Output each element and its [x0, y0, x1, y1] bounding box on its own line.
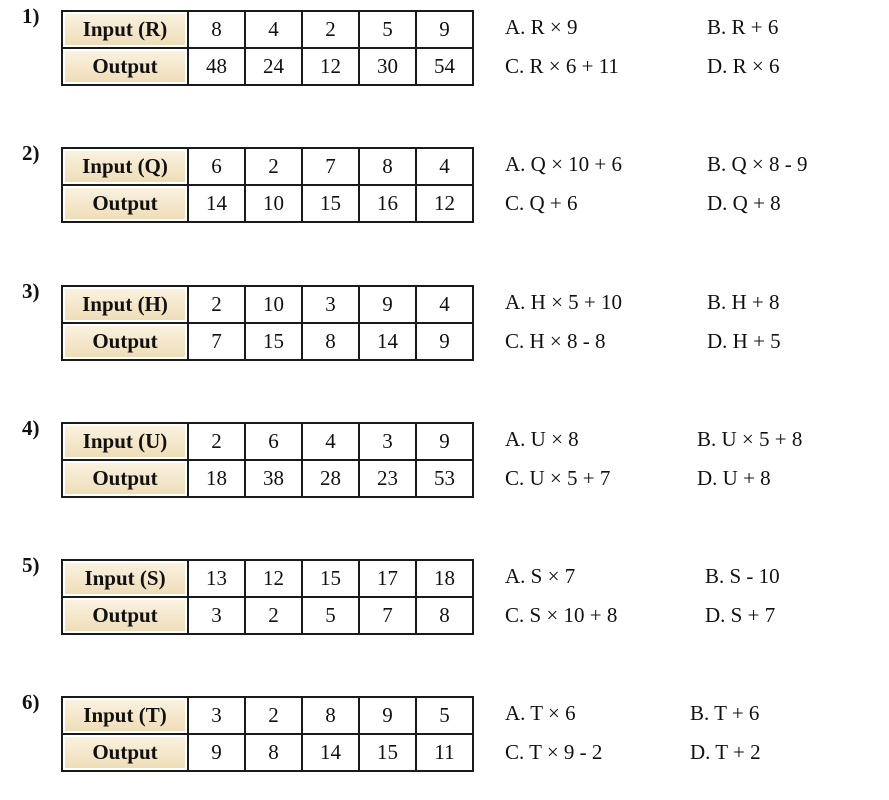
input-cell: 2	[245, 697, 302, 734]
problem-number: 3)	[22, 279, 40, 303]
input-cell: 2	[302, 11, 359, 48]
option-c: C. R × 6 + 11	[505, 54, 619, 78]
option-b: B. H + 8	[707, 290, 780, 314]
option-b: B. Q × 8 - 9	[707, 152, 808, 176]
output-cell: 28	[302, 460, 359, 497]
input-cell: 3	[359, 423, 416, 460]
input-cell: 7	[302, 148, 359, 185]
output-cell: 48	[188, 48, 245, 85]
output-cell: 15	[359, 734, 416, 771]
option-c: C. T × 9 - 2	[505, 740, 603, 764]
problem-4	[0, 416, 889, 518]
output-cell: 8	[245, 734, 302, 771]
output-cell: 54	[416, 48, 473, 85]
output-cell: 14	[359, 323, 416, 360]
problem-2	[0, 141, 889, 243]
option-d: D. T + 2	[690, 740, 761, 764]
input-cell: 5	[359, 11, 416, 48]
input-cell: 9	[359, 286, 416, 323]
input-label: Input (H)	[62, 286, 188, 323]
output-cell: 15	[302, 185, 359, 222]
input-cell: 9	[359, 697, 416, 734]
problem-number: 6)	[22, 690, 40, 714]
output-row	[62, 460, 473, 497]
option-c: C. H × 8 - 8	[505, 329, 606, 353]
output-cell: 53	[416, 460, 473, 497]
output-cell: 12	[416, 185, 473, 222]
output-cell: 18	[188, 460, 245, 497]
output-cell: 7	[359, 597, 416, 634]
option-d: D. S + 7	[705, 603, 776, 627]
input-output-table	[61, 285, 474, 361]
problem-5	[0, 553, 889, 655]
output-cell: 15	[245, 323, 302, 360]
input-cell: 17	[359, 560, 416, 597]
output-cell: 7	[188, 323, 245, 360]
problem-number: 4)	[22, 416, 40, 440]
output-cell: 8	[302, 323, 359, 360]
output-cell: 14	[188, 185, 245, 222]
output-row	[62, 323, 473, 360]
input-row	[62, 697, 473, 734]
input-label: Input (S)	[62, 560, 188, 597]
option-b: B. T + 6	[690, 701, 760, 725]
problem-6	[0, 690, 889, 792]
option-b: B. S - 10	[705, 564, 780, 588]
output-cell: 24	[245, 48, 302, 85]
option-c: C. Q + 6	[505, 191, 578, 215]
input-output-table	[61, 696, 474, 772]
option-c: C. U × 5 + 7	[505, 466, 611, 490]
output-cell: 8	[416, 597, 473, 634]
output-cell: 5	[302, 597, 359, 634]
input-cell: 5	[416, 697, 473, 734]
input-cell: 4	[416, 286, 473, 323]
input-row	[62, 560, 473, 597]
output-cell: 14	[302, 734, 359, 771]
input-cell: 3	[302, 286, 359, 323]
input-label: Input (Q)	[62, 148, 188, 185]
option-a: A. U × 8	[505, 427, 579, 451]
input-cell: 6	[245, 423, 302, 460]
input-output-table	[61, 147, 474, 223]
input-cell: 8	[359, 148, 416, 185]
option-a: A. S × 7	[505, 564, 576, 588]
input-cell: 13	[188, 560, 245, 597]
input-cell: 18	[416, 560, 473, 597]
input-output-table	[61, 10, 474, 86]
problem-number: 5)	[22, 553, 40, 577]
output-label: Output	[62, 323, 188, 360]
input-cell: 9	[416, 423, 473, 460]
option-a: A. H × 5 + 10	[505, 290, 623, 314]
input-cell: 12	[245, 560, 302, 597]
input-row	[62, 286, 473, 323]
option-d: D. R × 6	[707, 54, 780, 78]
problem-3	[0, 279, 889, 381]
option-b: B. U × 5 + 8	[697, 427, 803, 451]
output-row	[62, 48, 473, 85]
output-row	[62, 185, 473, 222]
output-cell: 2	[245, 597, 302, 634]
option-d: D. H + 5	[707, 329, 781, 353]
option-a: A. Q × 10 + 6	[505, 152, 623, 176]
input-cell: 8	[302, 697, 359, 734]
input-label: Input (R)	[62, 11, 188, 48]
input-row	[62, 423, 473, 460]
output-cell: 9	[188, 734, 245, 771]
output-cell: 23	[359, 460, 416, 497]
option-a: A. T × 6	[505, 701, 576, 725]
input-cell: 3	[188, 697, 245, 734]
input-row	[62, 11, 473, 48]
output-label: Output	[62, 185, 188, 222]
problem-1	[0, 4, 889, 106]
option-d: D. U + 8	[697, 466, 771, 490]
input-cell: 2	[188, 423, 245, 460]
output-cell: 38	[245, 460, 302, 497]
output-cell: 10	[245, 185, 302, 222]
option-a: A. R × 9	[505, 15, 578, 39]
input-cell: 4	[245, 11, 302, 48]
input-cell: 8	[188, 11, 245, 48]
output-label: Output	[62, 734, 188, 771]
input-cell: 2	[245, 148, 302, 185]
output-cell: 12	[302, 48, 359, 85]
output-row	[62, 734, 473, 771]
input-output-table	[61, 422, 474, 498]
output-row	[62, 597, 473, 634]
input-row	[62, 148, 473, 185]
input-cell: 10	[245, 286, 302, 323]
input-label: Input (T)	[62, 697, 188, 734]
output-label: Output	[62, 48, 188, 85]
option-d: D. Q + 8	[707, 191, 781, 215]
input-cell: 9	[416, 11, 473, 48]
problem-number: 2)	[22, 141, 40, 165]
input-cell: 4	[302, 423, 359, 460]
output-cell: 30	[359, 48, 416, 85]
problem-number: 1)	[22, 4, 40, 28]
output-cell: 11	[416, 734, 473, 771]
input-cell: 6	[188, 148, 245, 185]
output-cell: 16	[359, 185, 416, 222]
input-output-table	[61, 559, 474, 635]
input-cell: 2	[188, 286, 245, 323]
input-label: Input (U)	[62, 423, 188, 460]
output-cell: 9	[416, 323, 473, 360]
input-cell: 4	[416, 148, 473, 185]
input-cell: 15	[302, 560, 359, 597]
output-label: Output	[62, 597, 188, 634]
output-label: Output	[62, 460, 188, 497]
output-cell: 3	[188, 597, 245, 634]
option-c: C. S × 10 + 8	[505, 603, 618, 627]
option-b: B. R + 6	[707, 15, 779, 39]
